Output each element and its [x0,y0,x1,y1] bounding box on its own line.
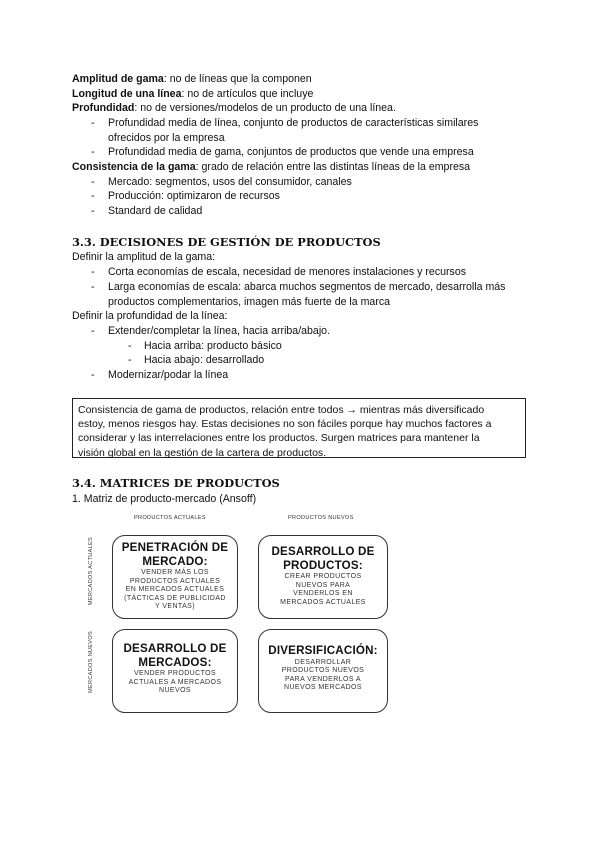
desc-line: NUEVOS MERCADOS [284,684,362,692]
def-longitud [72,87,313,102]
list-item-continuation: ofrecidos por la empresa [108,131,225,144]
sub-list-item: Hacia arriba: producto básico [144,339,282,352]
def-amplitud [72,72,312,87]
def-profundidad [72,101,396,116]
cell-title: DESARROLLO DE [271,545,375,558]
term-amplitud: Amplitud de gama [72,73,164,85]
bullet-dash: - [128,354,132,366]
sub-list-item: Hacia abajo: desarrollado [144,354,265,366]
desc-line: NUEVOS PARA [295,581,351,589]
bullet-dash: - [91,175,95,188]
list-item: Profundidad media de gama, conjuntos de productos que vende una empresa [108,146,474,158]
cell-description [259,659,387,693]
desc-line: NUEVOS [159,687,191,695]
list-item: Extender/completar la línea, hacia arriba/abajo. [108,325,331,337]
list-item: Mercado: segmentos, usos del consumidor, canales [108,175,352,188]
col-header-productos-nuevos: PRODUCTOS NUEVOS [288,515,354,521]
consistency-note-box [72,398,526,458]
list-item-continuation: productos complementarios, imagen más fuerte de la marca [108,295,391,308]
note-line: visión global en la gestión de la cartera de productos. [78,446,327,459]
cell-diversificacion [258,629,388,713]
desc-line: DESARROLLAR [294,658,352,666]
profundidad-intro: Definir la profundidad de la línea: [72,310,228,322]
bullet-dash: - [91,117,95,129]
cell-desarrollo-productos [258,535,388,619]
desc-line: PRODUCTOS NUEVOS [281,667,365,675]
col-header-productos-actuales: PRODUCTOS ACTUALES [134,515,206,521]
def-profundidad-text: : no de versiones/modelos de un producto de una línea. [134,102,396,114]
def-consistencia [72,160,470,175]
bullet-dash: - [128,339,132,352]
cell-title: PRODUCTOS: [283,558,363,572]
bullet-dash: - [91,369,95,381]
matrix-subtitle: 1. Matriz de producto-mercado (Ansoff) [72,493,257,505]
desc-line: PARA VENDERLOS A [285,675,361,683]
def-amplitud-text: : no de líneas que la componen [163,73,312,85]
term-consistencia: Consistencia de la gama [72,161,196,173]
cell-title: PENETRACIÓN DE [121,541,229,554]
row-header-mercados-actuales: MERCADOS ACTUALES [88,536,94,606]
desc-line: PRODUCTOS ACTUALES [129,577,221,585]
desc-line: VENDERLOS EN [293,590,353,598]
bullet-dash: - [91,204,95,217]
desc-line: Y VENTAS) [155,603,195,611]
desc-line: ACTUALES A MERCADOS [128,678,222,686]
note-line: Consistencia de gama de productos, relación entre todos → mientras más diversificado [78,404,485,416]
bullet-dash: - [91,266,95,278]
row-header-mercados-nuevos: MERCADOS NUEVOS [88,631,94,693]
cell-description [113,569,237,612]
bullet-dash: - [91,281,95,293]
list-item: Producción: optimizaron de recursos [108,190,280,202]
def-consistencia-text: : grado de relación entre las distintas líneas de la empresa [195,161,471,173]
cell-title: DESARROLLO DE [123,642,227,655]
desc-line: EN MERCADOS ACTUALES [125,586,225,594]
list-item: Corta economías de escala, necesidad de menores instalaciones y recursos [108,266,467,278]
cell-title: MERCADO: [142,554,208,568]
note-line: estoy, menos riesgos hay. Estas decisiones no son fáciles porque hay muchos factores a [78,418,492,431]
cell-title: DIVERSIFICACIÓN: [268,644,378,657]
desc-line: CREAR PRODUCTOS [284,573,362,580]
amplitud-intro: Definir la amplitud de la gama: [72,251,216,263]
cell-title: MERCADOS: [138,655,212,669]
list-item: Modernizar/podar la línea [108,369,229,381]
bullet-dash: - [91,190,95,202]
desc-line: VENDER PRODUCTOS [133,670,217,677]
cell-penetracion-mercado [112,535,238,619]
cell-description [113,670,237,696]
desc-line: MERCADOS ACTUALES [280,598,366,606]
bullet-dash: - [91,146,95,158]
section-heading-3-4: 3.4. MATRICES DE PRODUCTOS [72,476,280,490]
cell-description [259,573,387,607]
list-item: Profundidad media de línea, conjunto de productos de características similares [108,117,479,129]
section-heading-3-3: 3.3. DECISIONES DE GESTIÓN DE PRODUCTOS [72,235,381,249]
cell-desarrollo-mercados [112,629,238,713]
def-longitud-text: : no de artículos que incluye [181,87,314,100]
bullet-dash: - [91,325,95,337]
list-item: Standard de calidad [108,204,203,217]
desc-line: VENDER MÁS LOS [141,569,209,576]
list-item: Larga economías de escala: abarca muchos segmentos de mercado, desarrolla más [108,281,506,293]
term-longitud: Longitud de una línea [72,87,182,100]
term-profundidad: Profundidad [72,102,135,114]
desc-line: (TÁCTICAS DE PUBLICIDAD [124,594,226,602]
note-line: considerar y las interrelaciones entre los productos. Surgen matrices para mantener la [78,432,480,445]
